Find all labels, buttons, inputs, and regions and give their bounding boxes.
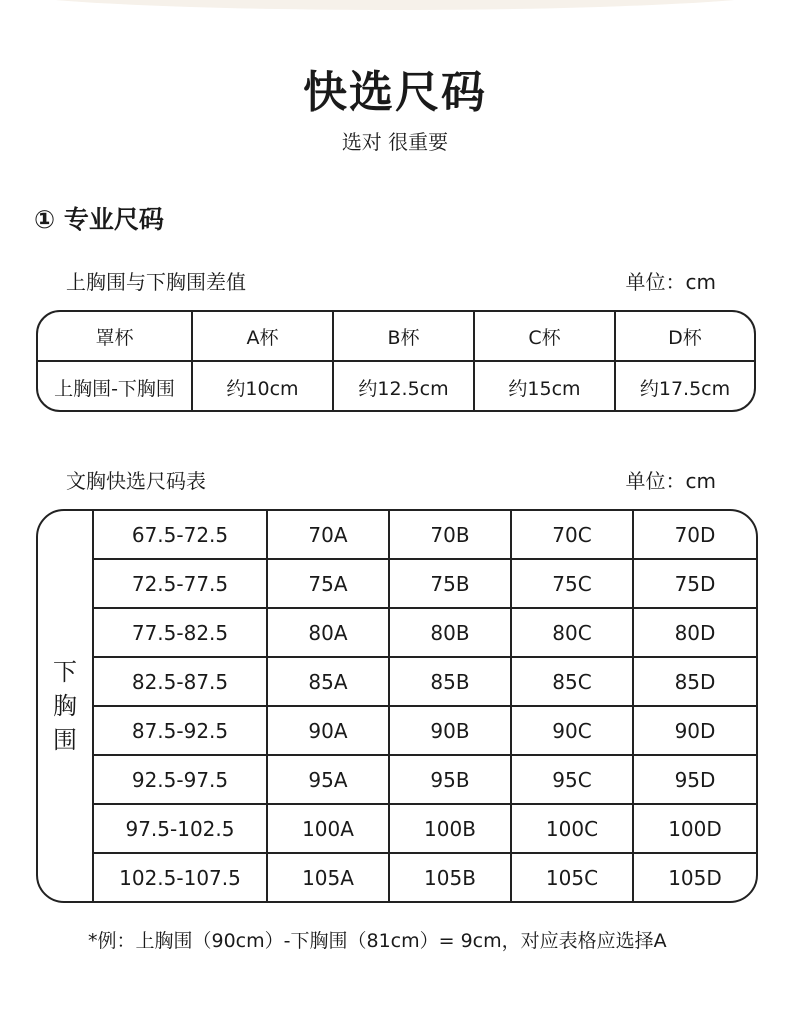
table-row <box>94 707 756 756</box>
table-row <box>94 609 756 658</box>
page-subtitle: 选对 很重要 <box>341 130 449 154</box>
size-cell: 85B <box>390 658 512 705</box>
example-footnote: *例：上胸围（90cm）-下胸围（81cm）= 9cm，对应表格应选择A <box>88 930 667 952</box>
bra-size-table <box>36 509 758 903</box>
table-row <box>94 511 756 560</box>
size-cell: 105C <box>512 854 634 901</box>
size-cell: 70D <box>674 522 716 547</box>
top-decorative-arc <box>0 0 790 10</box>
size-cell: 80B <box>390 609 512 656</box>
underbust-range-cell: 82.5-87.5 <box>94 658 268 705</box>
underbust-range-cell: 97.5-102.5 <box>94 805 268 852</box>
size-cell: 100B <box>390 805 512 852</box>
section-heading: ① 专业尺码 <box>34 205 164 234</box>
underbust-range-cell: 72.5-77.5 <box>94 560 268 607</box>
table-row <box>94 756 756 805</box>
size-cell: 100C <box>512 805 634 852</box>
size-cell: 75B <box>390 560 512 607</box>
size-cell: 70B <box>390 511 512 558</box>
size-cell: 75D <box>674 571 716 596</box>
size-cell: 70C <box>512 511 634 558</box>
size-cell: 85C <box>512 658 634 705</box>
size-cell: 90B <box>390 707 512 754</box>
cup-header-cell: B杯 <box>334 312 475 362</box>
size-cell: 95A <box>268 756 390 803</box>
size-cell: 70A <box>268 511 390 558</box>
size-cell: 85A <box>268 658 390 705</box>
cup-header-cell: D杯 <box>616 312 754 362</box>
size-cell: 105A <box>268 854 390 901</box>
cup-value-cell: 上胸围-下胸围 <box>38 362 193 412</box>
size-cell: 105D <box>668 865 722 890</box>
underbust-range-cell: 87.5-92.5 <box>94 707 268 754</box>
cup-value-cell: 约17.5cm <box>639 377 731 400</box>
cup-value-cell: 约15cm <box>475 362 616 412</box>
cup-header-cell: A杯 <box>193 312 334 362</box>
size-cell: 80C <box>512 609 634 656</box>
underbust-range-cell: 92.5-97.5 <box>94 756 268 803</box>
size-cell: 100A <box>268 805 390 852</box>
size-cell: 95B <box>390 756 512 803</box>
size-cell: 95C <box>512 756 634 803</box>
cup-table-unit: 单位：cm <box>625 270 716 294</box>
underbust-range-cell: 102.5-107.5 <box>94 854 268 901</box>
size-cell: 80D <box>674 620 716 645</box>
side-label-column <box>38 511 94 901</box>
page-title: 快选尺码 <box>303 67 487 118</box>
underbust-side-label: 下胸围 <box>53 658 77 754</box>
table-row <box>94 854 756 901</box>
size-cell: 95D <box>674 767 716 792</box>
size-cell: 85D <box>674 669 716 694</box>
size-cell: 80A <box>268 609 390 656</box>
underbust-range-cell: 67.5-72.5 <box>94 511 268 558</box>
cup-table-caption: 上胸围与下胸围差值 <box>66 270 246 294</box>
size-table-caption: 文胸快选尺码表 <box>66 469 206 493</box>
table-row <box>94 658 756 707</box>
size-cell: 90D <box>674 718 716 743</box>
cup-value-cell: 约10cm <box>193 362 334 412</box>
cup-header-cell: C杯 <box>475 312 616 362</box>
cup-value-cell: 约12.5cm <box>334 362 475 412</box>
size-cell: 90C <box>512 707 634 754</box>
size-grid <box>94 511 756 901</box>
size-cell: 75A <box>268 560 390 607</box>
table-row <box>94 805 756 854</box>
size-cell: 90A <box>268 707 390 754</box>
size-cell: 100D <box>668 816 722 841</box>
cup-difference-table <box>36 310 756 412</box>
cup-header-cell: 罩杯 <box>38 312 193 362</box>
size-table-unit: 单位：cm <box>625 469 716 493</box>
table-row <box>94 560 756 609</box>
size-cell: 75C <box>512 560 634 607</box>
size-cell: 105B <box>390 854 512 901</box>
underbust-range-cell: 77.5-82.5 <box>94 609 268 656</box>
